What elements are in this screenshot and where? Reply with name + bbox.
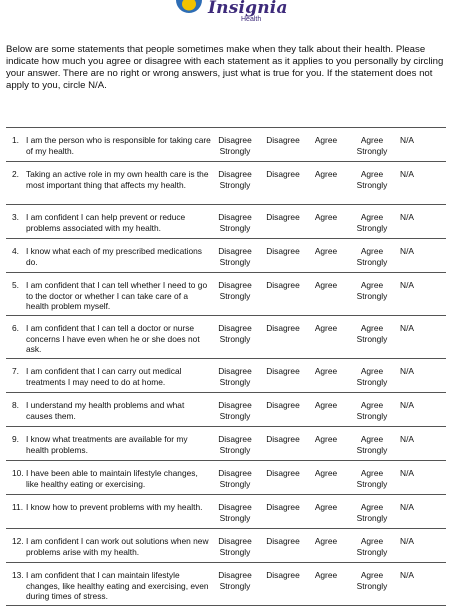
- option-disagree-strongly[interactable]: Disagree Strongly: [218, 246, 252, 267]
- option-disagree[interactable]: Disagree: [266, 280, 300, 290]
- option-disagree[interactable]: Disagree: [266, 323, 300, 333]
- item-statement: I am confident that I can tell a doctor or nurse concerns I have even when he or she does not ask.: [26, 323, 200, 354]
- option-disagree-strongly[interactable]: Disagree Strongly: [218, 280, 252, 301]
- item-number: 11.: [12, 502, 24, 512]
- option-n-a[interactable]: N/A: [400, 212, 414, 222]
- item-number: 12.: [12, 536, 24, 546]
- option-disagree-strongly[interactable]: Disagree Strongly: [218, 400, 252, 421]
- item-number: 9.: [12, 434, 19, 444]
- survey-item-10: [6, 461, 446, 495]
- survey-item-6: [6, 316, 446, 359]
- item-statement: I know what each of my prescribed medications do.: [26, 246, 202, 267]
- logo-mark-icon: [172, 0, 206, 22]
- item-number: 5.: [12, 280, 19, 290]
- option-n-a[interactable]: N/A: [400, 323, 414, 333]
- option-agree[interactable]: Agree: [314, 400, 338, 410]
- survey-item-5: [6, 273, 446, 316]
- survey-item-13: [6, 563, 446, 606]
- option-agree[interactable]: Agree: [314, 366, 338, 376]
- option-agree[interactable]: Agree: [314, 169, 338, 179]
- option-disagree[interactable]: Disagree: [266, 246, 300, 256]
- option-agree-strongly[interactable]: Agree Strongly: [356, 246, 388, 267]
- option-agree[interactable]: Agree: [314, 434, 338, 444]
- item-statement: I am confident I can help prevent or reduce problems associated with my health.: [26, 212, 186, 233]
- item-number: 6.: [12, 323, 19, 333]
- option-agree[interactable]: Agree: [314, 212, 338, 222]
- option-n-a[interactable]: N/A: [400, 400, 414, 410]
- option-agree-strongly[interactable]: Agree Strongly: [356, 366, 388, 387]
- item-statement: I am confident I can work out solutions when new problems arise with my health.: [26, 536, 209, 557]
- option-disagree-strongly[interactable]: Disagree Strongly: [218, 502, 252, 523]
- option-disagree-strongly[interactable]: Disagree Strongly: [218, 468, 252, 489]
- option-disagree-strongly[interactable]: Disagree Strongly: [218, 135, 252, 156]
- option-n-a[interactable]: N/A: [400, 536, 414, 546]
- item-number: 8.: [12, 400, 19, 410]
- insignia-logo: [172, 0, 292, 30]
- instructions-paragraph: Below are some statements that people sometimes make when they talk about their health. Please indicate how much you agree or disagree with each statement as it applies to you personally by circling your answer. There are no right or wrong answers, just what is true for you. If the statement does not apply to you, circle N/A.: [6, 44, 444, 91]
- option-disagree-strongly[interactable]: Disagree Strongly: [218, 366, 252, 387]
- option-n-a[interactable]: N/A: [400, 280, 414, 290]
- option-agree[interactable]: Agree: [314, 135, 338, 145]
- item-statement: I know what treatments are available for my health problems.: [26, 434, 188, 455]
- item-number: 13.: [12, 570, 24, 580]
- option-disagree-strongly[interactable]: Disagree Strongly: [218, 570, 252, 591]
- option-agree-strongly[interactable]: Agree Strongly: [356, 323, 388, 344]
- option-agree[interactable]: Agree: [314, 570, 338, 580]
- option-disagree[interactable]: Disagree: [266, 502, 300, 512]
- option-agree-strongly[interactable]: Agree Strongly: [356, 400, 388, 421]
- option-agree-strongly[interactable]: Agree Strongly: [356, 169, 388, 190]
- option-agree[interactable]: Agree: [314, 502, 338, 512]
- option-agree[interactable]: Agree: [314, 468, 338, 478]
- option-disagree-strongly[interactable]: Disagree Strongly: [218, 434, 252, 455]
- option-agree-strongly[interactable]: Agree Strongly: [356, 536, 388, 557]
- item-statement: I have been able to maintain lifestyle changes, like healthy eating or exercising.: [26, 468, 198, 489]
- item-statement: I am the person who is responsible for taking care of my health.: [26, 135, 211, 156]
- item-number: 2.: [12, 169, 19, 179]
- option-disagree[interactable]: Disagree: [266, 468, 300, 478]
- option-disagree[interactable]: Disagree: [266, 135, 300, 145]
- option-disagree[interactable]: Disagree: [266, 536, 300, 546]
- option-disagree-strongly[interactable]: Disagree Strongly: [218, 536, 252, 557]
- survey-table: [6, 127, 446, 606]
- option-n-a[interactable]: N/A: [400, 135, 414, 145]
- survey-item-8: [6, 393, 446, 427]
- option-disagree[interactable]: Disagree: [266, 400, 300, 410]
- survey-item-2: [6, 162, 446, 205]
- survey-item-11: [6, 495, 446, 529]
- header: [0, 0, 450, 30]
- option-n-a[interactable]: N/A: [400, 468, 414, 478]
- item-statement: I understand my health problems and what causes them.: [26, 400, 185, 421]
- item-number: 3.: [12, 212, 19, 222]
- logo-wordmark: Insignia: [208, 0, 288, 18]
- option-disagree-strongly[interactable]: Disagree Strongly: [218, 169, 252, 190]
- option-n-a[interactable]: N/A: [400, 570, 414, 580]
- item-number: 1.: [12, 135, 19, 145]
- option-agree-strongly[interactable]: Agree Strongly: [356, 135, 388, 156]
- item-statement: I know how to prevent problems with my health.: [26, 502, 203, 512]
- option-n-a[interactable]: N/A: [400, 502, 414, 512]
- option-disagree[interactable]: Disagree: [266, 570, 300, 580]
- logo-subtitle: Health: [241, 16, 262, 23]
- survey-item-9: [6, 427, 446, 461]
- option-agree-strongly[interactable]: Agree Strongly: [356, 570, 388, 591]
- option-n-a[interactable]: N/A: [400, 366, 414, 376]
- option-agree-strongly[interactable]: Agree Strongly: [356, 434, 388, 455]
- option-agree-strongly[interactable]: Agree Strongly: [356, 468, 388, 489]
- option-disagree-strongly[interactable]: Disagree Strongly: [218, 212, 252, 233]
- option-agree-strongly[interactable]: Agree Strongly: [356, 212, 388, 233]
- option-agree[interactable]: Agree: [314, 323, 338, 333]
- option-agree[interactable]: Agree: [314, 280, 338, 290]
- option-agree[interactable]: Agree: [314, 246, 338, 256]
- option-n-a[interactable]: N/A: [400, 434, 414, 444]
- survey-item-3: [6, 205, 446, 239]
- option-n-a[interactable]: N/A: [400, 169, 414, 179]
- option-disagree[interactable]: Disagree: [266, 434, 300, 444]
- option-agree[interactable]: Agree: [314, 536, 338, 546]
- option-disagree[interactable]: Disagree: [266, 366, 300, 376]
- survey-item-1: [6, 128, 446, 162]
- option-n-a[interactable]: N/A: [400, 246, 414, 256]
- option-agree-strongly[interactable]: Agree Strongly: [356, 280, 388, 301]
- option-disagree[interactable]: Disagree: [266, 212, 300, 222]
- item-statement: I am confident that I can carry out medical treatments I may need to do at home.: [26, 366, 182, 387]
- survey-rows: [6, 128, 446, 606]
- option-agree-strongly[interactable]: Agree Strongly: [356, 502, 388, 523]
- item-statement: I am confident that I can tell whether I need to go to the doctor or whether I can take care of a health problem myself.: [26, 280, 208, 311]
- item-number: 10.: [12, 468, 24, 478]
- option-disagree[interactable]: Disagree: [266, 169, 300, 179]
- survey-item-12: [6, 529, 446, 563]
- survey-item-7: [6, 359, 446, 393]
- item-statement: Taking an active role in my own health care is the most important thing that affects my health.: [26, 169, 209, 190]
- item-statement: I am confident that I can maintain lifestyle changes, like healthy eating and exercising, even during times of stress.: [26, 570, 209, 601]
- survey-item-4: [6, 239, 446, 273]
- item-number: 7.: [12, 366, 19, 376]
- item-number: 4.: [12, 246, 19, 256]
- option-disagree-strongly[interactable]: Disagree Strongly: [218, 323, 252, 344]
